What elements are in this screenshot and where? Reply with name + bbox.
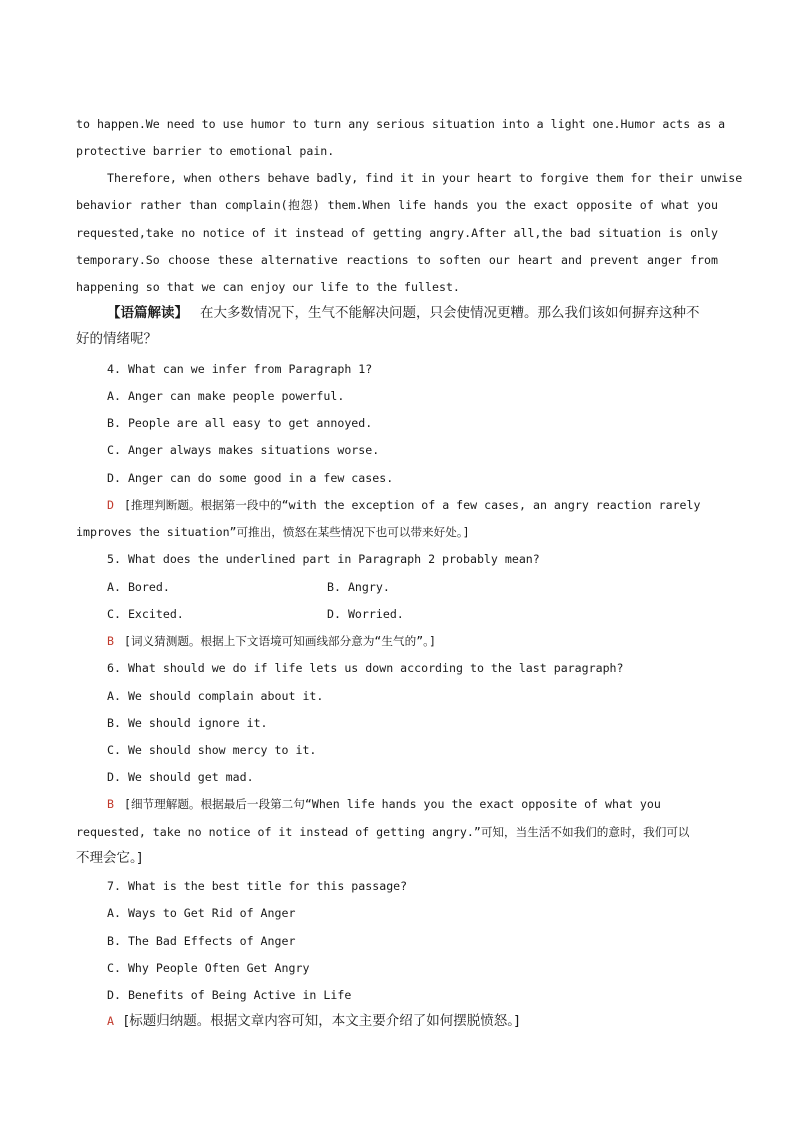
option: B. Angry. (327, 580, 390, 594)
answer-letter: D (107, 498, 114, 512)
question-stem: 7. What is the best title for this passage? (107, 879, 408, 893)
option: D. Anger can do some good in a few cases. (107, 471, 394, 485)
analysis-text: 在大多数情况下，生气不能解决问题，只会使情况更糟。那么我们该如何摒弃这种不 (200, 305, 700, 321)
option: D. We should get mad. (107, 770, 254, 784)
passage-line: protective barrier to emotional pain. (76, 144, 335, 158)
answer-letter: A (107, 1014, 114, 1028)
explanation-text: [标题归纳题。根据文章内容可知，本文主要介绍了如何摆脱愤怒。] (123, 1013, 520, 1029)
analysis-label: 【语篇解读】 (107, 305, 188, 321)
answer-letter: B (107, 634, 114, 648)
option: A. Anger can make people powerful. (107, 389, 345, 403)
passage-line: Therefore, when others behave badly, find it in your heart to forgive them for their unwise (107, 171, 743, 185)
option: B. People are all easy to get annoyed. (107, 416, 373, 430)
option: B. The Bad Effects of Anger (107, 934, 296, 948)
option: A. Ways to Get Rid of Anger (107, 906, 296, 920)
option: C. Anger always makes situations worse. (107, 443, 380, 457)
option: B. We should ignore it. (107, 716, 268, 730)
explanation: improves the situation”可推出，愤怒在某些情况下也可以带来好处。] (76, 525, 470, 539)
explanation: 不理会它。] (76, 850, 143, 866)
option: C. Excited. (107, 607, 184, 621)
option: D. Worried. (327, 607, 404, 621)
explanation (107, 497, 718, 513)
passage-line: temporary.So choose these alternative reactions to soften our heart and prevent anger from (76, 253, 718, 267)
passage-line: behavior rather than complain(抱怨) them.When life hands you the exact opposite of what you (76, 198, 718, 212)
explanation-text: [细节理解题。根据最后一段第二句“When life hands you the exact opposite of what you (123, 797, 661, 811)
passage-line: to happen.We need to use humor to turn any serious situation into a light one.Humor acts as a (76, 117, 726, 131)
explanation-text: [词义猜测题。根据上下文语境可知画线部分意为“生气的”。] (123, 634, 436, 648)
explanation (107, 796, 718, 812)
analysis-line (107, 305, 718, 321)
question-stem: 5. What does the underlined part in Paragraph 2 probably mean? (107, 552, 540, 566)
answer-letter: B (107, 797, 114, 811)
analysis-line: 好的情绪呢？ (76, 331, 157, 347)
explanation (107, 633, 718, 649)
option: C. We should show mercy to it. (107, 743, 317, 757)
option: A. We should complain about it. (107, 689, 324, 703)
passage-line: happening so that we can enjoy our life to the fullest. (76, 280, 460, 294)
question-stem: 4. What can we infer from Paragraph 1? (107, 362, 373, 376)
option: C. Why People Often Get Angry (107, 961, 310, 975)
question-stem: 6. What should we do if life lets us down according to the last paragraph? (107, 661, 624, 675)
passage-line: requested,take no notice of it instead of getting angry.After all,the bad situation is only (76, 226, 718, 240)
option: D. Benefits of Being Active in Life (107, 988, 352, 1002)
explanation: requested, take no notice of it instead of getting angry.”可知，当生活不如我们的意时，我们可以 (76, 825, 690, 839)
explanation (107, 1013, 718, 1029)
option: A. Bored. (107, 580, 170, 594)
explanation-text: [推理判断题。根据第一段中的“with the exception of a few cases, an angry reaction rarely (123, 498, 701, 512)
